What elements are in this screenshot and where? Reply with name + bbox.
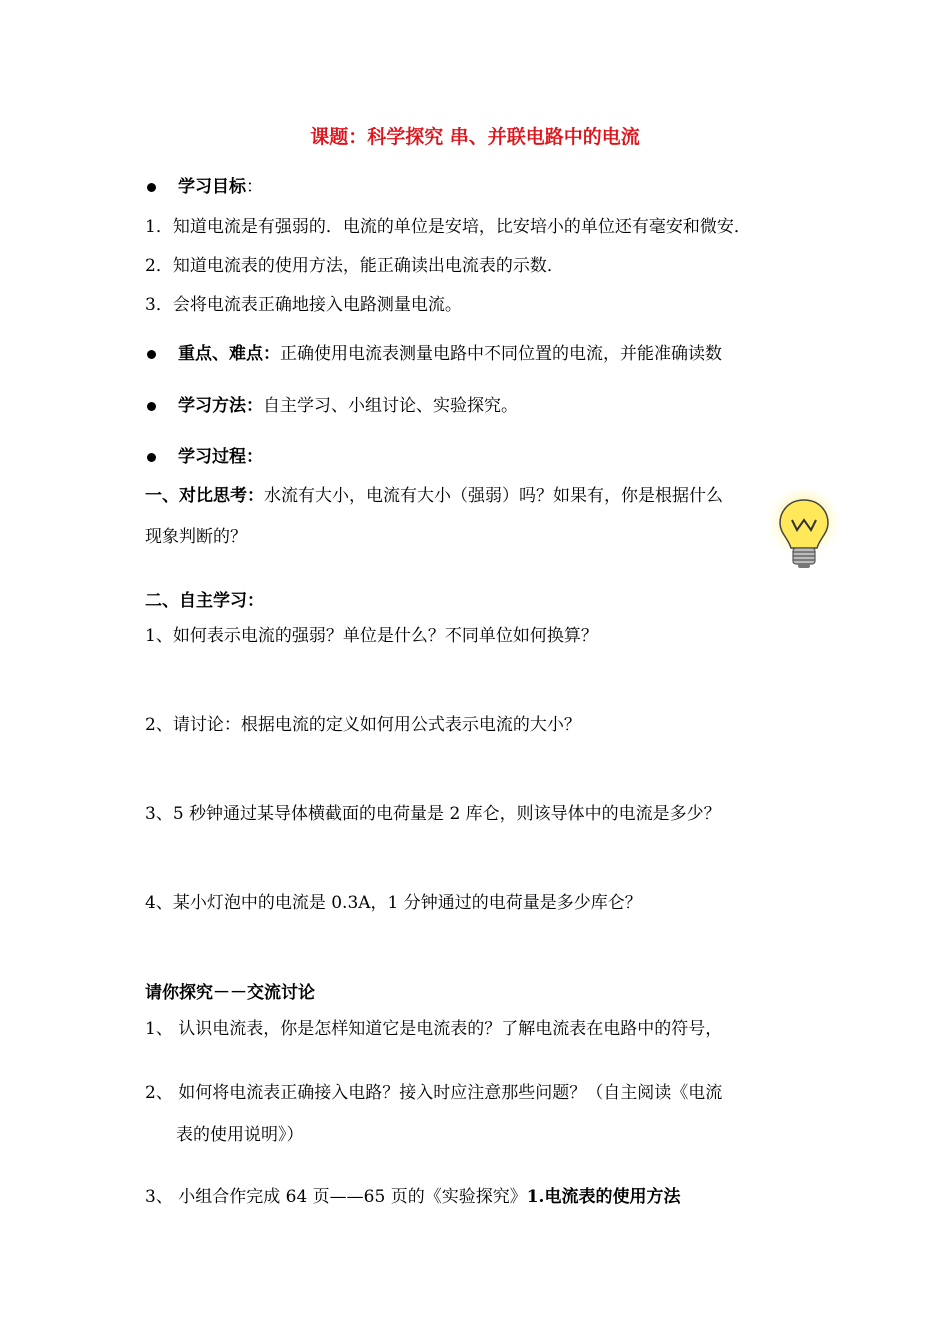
light-bulb-icon bbox=[758, 488, 850, 580]
bullet-icon bbox=[147, 350, 156, 359]
method-text: 自主学习、小组讨论、实验探究。 bbox=[263, 396, 518, 416]
explore-item-3: 3、 小组合作完成 64 页——65 页的《实验探究》1.电流表的使用方法 bbox=[145, 1187, 681, 1207]
key-points-text: 正确使用电流表测量电路中不同位置的电流，并能准确读数 bbox=[280, 344, 722, 364]
method-label: 学习方法： bbox=[178, 396, 263, 416]
section2-question-3: 3、5 秒钟通过某导体横截面的电荷量是 2 库仑，则该导体中的电流是多少？ bbox=[145, 804, 721, 824]
section2-question-1: 1、如何表示电流的强弱？单位是什么？不同单位如何换算？ bbox=[145, 626, 598, 646]
study-method bbox=[178, 395, 518, 417]
bullet-icon bbox=[147, 183, 156, 192]
key-points bbox=[178, 343, 722, 365]
objective-item-2: 2．知道电流表的使用方法，能正确读出电流表的示数． bbox=[145, 256, 564, 276]
process-label: 学习过程： bbox=[178, 447, 263, 467]
objective-item-1: 1．知道电流是有强弱的．电流的单位是安培，比安培小的单位还有毫安和微安． bbox=[145, 217, 751, 237]
explore-item-1: 1、 认识电流表，你是怎样知道它是电流表的？了解电流表在电路中的符号， bbox=[145, 1019, 723, 1039]
bullet-icon bbox=[147, 402, 156, 411]
explore-item-2-line1: 2、 如何将电流表正确接入电路？接入时应注意那些问题？（自主阅读《电流 bbox=[145, 1083, 723, 1103]
page-title: 课题：科学探究 串、并联电路中的电流 bbox=[310, 126, 640, 148]
section1-line1: 一、对比思考：水流有大小，电流有大小（强弱）吗？如果有，你是根据什么 bbox=[145, 486, 723, 506]
section2-question-4: 4、某小灯泡中的电流是 0.3A，1 分钟通过的电荷量是多少库仑？ bbox=[145, 893, 642, 913]
section1-label: 一、对比思考： bbox=[145, 486, 264, 506]
key-points-label: 重点、难点： bbox=[178, 344, 280, 364]
bullet-icon bbox=[147, 453, 156, 462]
section1-line2: 现象判断的？ bbox=[145, 527, 247, 547]
section2-question-2: 2、请讨论：根据电流的定义如何用公式表示电流的大小？ bbox=[145, 715, 581, 735]
objective-item-3: 3．会将电流表正确地接入电路测量电流。 bbox=[145, 295, 462, 315]
explore-item-2-line2: 表的使用说明》） bbox=[176, 1125, 304, 1145]
section2-heading: 二、自主学习： bbox=[145, 591, 264, 611]
explore-heading: 请你探究－－交流讨论 bbox=[145, 983, 315, 1003]
objectives-heading: 学习目标： bbox=[178, 177, 263, 197]
